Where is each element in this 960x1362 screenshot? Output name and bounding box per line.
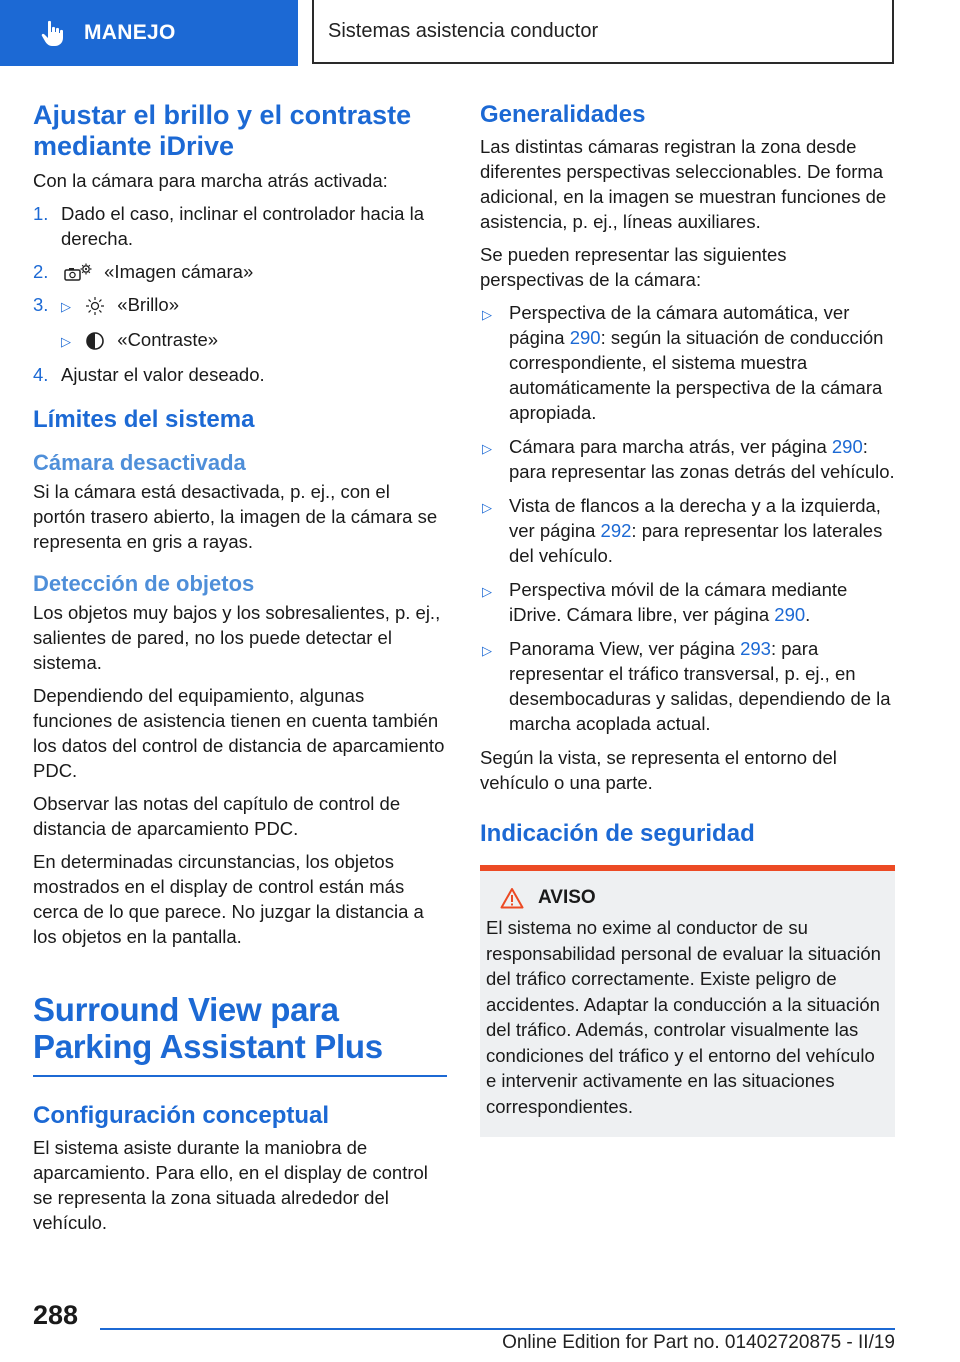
- list-item-text: .: [805, 604, 811, 625]
- hand-icon: [38, 18, 68, 48]
- detection-paragraph: Dependiendo del equipamiento, algunas funciones de asistencia tienen en cuenta también los datos del control de distancia de aparcamiento PDC.: [33, 685, 445, 782]
- detection-paragraph: En determinadas circunstancias, los objetos mostrados en el display de control están más cerca de lo que parece. No juzgar la distancia a los objetos en la pantalla.: [33, 851, 424, 948]
- list-item-text: Perspectiva de la cámara automática, ver página: [509, 302, 850, 348]
- list-item: [480, 493, 895, 568]
- list-item-text: : según la situación de conducción correspondiente, el sistema muestra automáticamente la perspectiva de la cámara apropiada.: [509, 327, 884, 423]
- triangle-bullet-icon: ▷: [61, 299, 71, 315]
- step-item: [33, 259, 447, 284]
- idrive-intro: Con la cámara para marcha atrás activada:: [33, 170, 388, 191]
- camera-off-heading: Cámara desactivada: [33, 450, 246, 476]
- camera-settings-icon: [63, 262, 93, 284]
- step-text: Ajustar el valor deseado.: [61, 364, 265, 386]
- list-item: [480, 636, 895, 736]
- step-text: «Imagen cámara»: [104, 261, 254, 282]
- footer-divider: [100, 1328, 895, 1330]
- triangle-bullet-icon: ▷: [61, 334, 71, 350]
- page-link[interactable]: 290: [774, 604, 806, 625]
- page-number: 288: [33, 1300, 79, 1330]
- general-paragraph: Se pueden representar las siguientes perspectivas de la cámara:: [480, 244, 787, 290]
- step-item: [33, 327, 447, 354]
- perspective-list: [480, 300, 895, 736]
- step-text: Dado el caso, inclinar el controlador hacia la derecha.: [61, 203, 425, 249]
- step-number: 3.: [33, 294, 49, 316]
- chapter-divider: [33, 1075, 447, 1077]
- chapter-header-title: Sistemas asistencia conductor: [312, 0, 894, 64]
- edition-text: Online Edition for Part no. 01402720875 - II/19: [502, 1332, 895, 1353]
- chapter-title: Surround View para Parking Assistant Plus: [33, 991, 383, 1066]
- safety-heading: Indicación de seguridad: [480, 820, 755, 847]
- step-text: «Contraste»: [117, 329, 219, 351]
- section-label: MANEJO: [84, 21, 176, 44]
- list-item-text: : para representar el tráfico transversal, p. ej., en desembocaduras y salidas, dependiendo de la marcha acoplada actual.: [509, 638, 891, 734]
- triangle-bullet-icon: ▷: [482, 643, 492, 658]
- page-link[interactable]: 292: [600, 520, 632, 541]
- step-number: 2.: [33, 261, 49, 282]
- step-number: 4.: [33, 364, 49, 386]
- limits-heading: Límites del sistema: [33, 406, 255, 434]
- section-tab[interactable]: [0, 0, 298, 66]
- step-list: [33, 201, 447, 387]
- general-paragraph: Las distintas cámaras registran la zona desde diferentes perspectivas seleccionables. De forma adicional, en la imagen se muestran funciones de asistencia, p. ej., líneas auxiliares.: [480, 136, 887, 232]
- list-item-text: Perspectiva móvil de la cámara mediante iDrive. Cámara libre, ver página: [509, 579, 848, 625]
- triangle-bullet-icon: ▷: [482, 307, 492, 322]
- concept-heading: Configuración conceptual: [33, 1102, 330, 1130]
- warning-text: El sistema no exime al conductor de su responsabilidad personal de evaluar la situación del tráfico correctamente. Existe peligro de accidentes. Adaptar la conducción a la situación del tráfico. Además, controlar visualmente las condiciones del tráfico y el entorno del vehículo e intervenir activamente en las situaciones correspondientes.: [486, 917, 881, 1117]
- brightness-icon: [84, 295, 106, 317]
- step-number: 1.: [33, 203, 49, 224]
- page-link[interactable]: 290: [569, 327, 601, 348]
- step-item: [33, 292, 447, 319]
- detection-heading: Detección de objetos: [33, 571, 255, 597]
- step-text: «Brillo»: [117, 294, 179, 316]
- warning-body: [480, 871, 895, 1137]
- warning-title: [486, 887, 887, 909]
- list-item-text: Cámara para marcha atrás, ver página: [509, 436, 832, 457]
- step-item: [33, 362, 447, 387]
- left-column: [33, 100, 447, 1243]
- idrive-heading: Ajustar el brillo y el contraste mediante iDrive: [33, 100, 412, 161]
- triangle-bullet-icon: ▷: [482, 500, 492, 515]
- warning-box: [480, 865, 895, 1137]
- detection-paragraph: Los objetos muy bajos y los sobresalientes, p. ej., salientes de pared, no los puede detectar el sistema.: [33, 602, 441, 674]
- triangle-bullet-icon: ▷: [482, 584, 492, 599]
- concept-text: El sistema asiste durante la maniobra de aparcamiento. Para ello, en el display de control se representa la zona situada alrededor del vehículo.: [33, 1137, 428, 1234]
- page-link[interactable]: 293: [740, 638, 771, 659]
- triangle-bullet-icon: ▷: [482, 441, 492, 456]
- step-item: [33, 201, 447, 251]
- detection-paragraph: Observar las notas del capítulo de control de distancia de aparcamiento PDC.: [33, 793, 401, 840]
- contrast-icon: [84, 330, 106, 352]
- list-item-text: Panorama View, ver página: [509, 638, 741, 659]
- general-heading: Generalidades: [480, 101, 646, 128]
- right-column: [480, 100, 895, 1137]
- list-item: [480, 577, 895, 627]
- list-item: [480, 434, 895, 484]
- warning-label: AVISO: [538, 887, 596, 908]
- page-link[interactable]: 290: [831, 436, 863, 457]
- list-item-text: : para representar las zonas detrás del vehículo.: [509, 436, 895, 482]
- list-item-text: Vista de flancos a la derecha y a la izquierda, ver página: [509, 495, 881, 541]
- camera-off-text: Si la cámara está desactivada, p. ej., con el portón trasero abierto, la imagen de la cámara se representa en gris a rayas.: [33, 481, 438, 553]
- general-paragraph: Según la vista, se representa el entorno del vehículo o una parte.: [480, 747, 837, 793]
- warning-triangle-icon: [500, 887, 524, 909]
- list-item: [480, 300, 895, 425]
- list-item-text: : para representar los laterales del vehículo.: [509, 520, 883, 566]
